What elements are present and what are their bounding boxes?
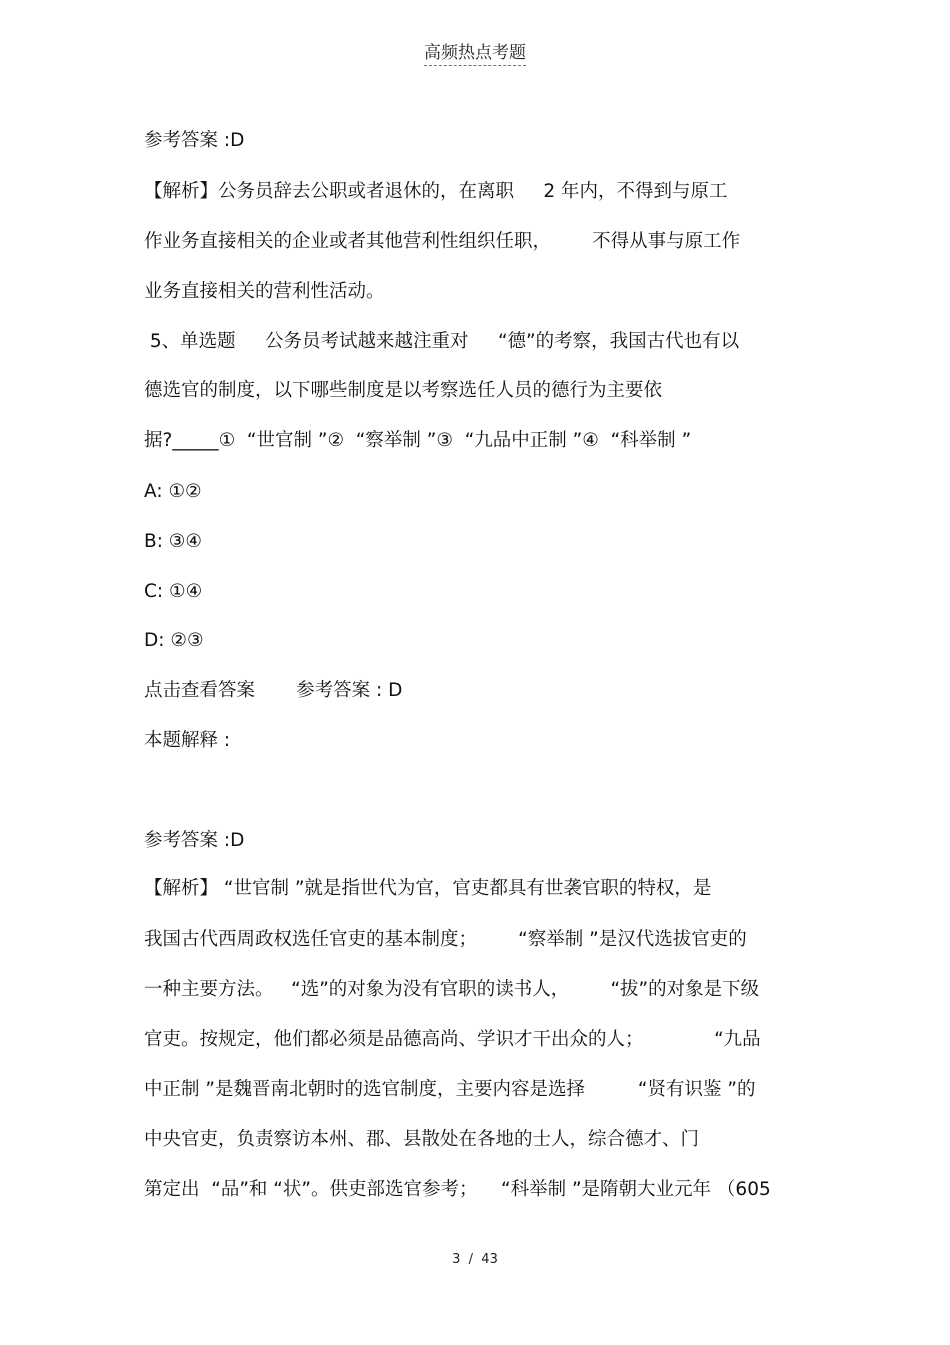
answer-text: 参考答案 :D xyxy=(144,130,245,151)
answer-text: 参考答案 :D xyxy=(144,830,245,851)
page-header xyxy=(0,38,950,63)
explanation-line: 我国古代西周政权选任官吏的基本制度； “察举制 ”是汉代选拔官吏的 xyxy=(144,929,747,950)
explanation-line: 业务直接相关的营利性活动。 xyxy=(144,281,385,302)
option-b: B: ③④ xyxy=(144,531,202,552)
explanation-line: 【解析】 “世官制 ”就是指世代为官，官吏都具有世袭官职的特权，是 xyxy=(144,878,712,899)
option-d: D: ②③ xyxy=(144,630,204,651)
option-a: A: ①② xyxy=(144,481,202,502)
view-answer-link[interactable]: 点击查看答案 参考答案 : D xyxy=(144,680,403,701)
explanation-line: 【解析】公务员辞去公职或者退休的，在离职 2 年内，不得到与原工 xyxy=(144,181,728,202)
explanation-line: 一种主要方法。 “选”的对象为没有官职的读书人， “拔”的对象是下级 xyxy=(144,979,760,1000)
question-line: 据?_____① “世官制 ”② “察举制 ”③ “九品中正制 ”④ “科举制 ” xyxy=(144,430,692,451)
header-title: 高频热点考题 xyxy=(424,43,526,66)
explanation-line: 中央官吏，负责察访本州、郡、县散处在各地的士人，综合德才、门 xyxy=(144,1129,700,1150)
explain-label: 本题解释 : xyxy=(144,730,231,751)
explanation-line: 作业务直接相关的企业或者其他营利性组织任职， 不得从事与原工作 xyxy=(144,231,741,252)
question-line: 5、单选题 公务员考试越来越注重对 “德”的考察，我国古代也有以 xyxy=(144,331,740,352)
explanation-line: 第定出 “品”和 “状”。供吏部选官参考； “科举制 ”是隋朝大业元年 （605 xyxy=(144,1179,771,1200)
option-c: C: ①④ xyxy=(144,581,203,602)
explanation-line: 中正制 ”是魏晋南北朝时的选官制度，主要内容是选择 “贤有识鉴 ”的 xyxy=(144,1079,756,1100)
explanation-line: 官吏。按规定，他们都必须是品德高尚、学识才干出众的人； “九品 xyxy=(144,1029,761,1050)
question-line: 德选官的制度，以下哪些制度是以考察选任人员的德行为主要依 xyxy=(144,380,663,401)
page-number: 3 / 43 xyxy=(452,1252,498,1267)
